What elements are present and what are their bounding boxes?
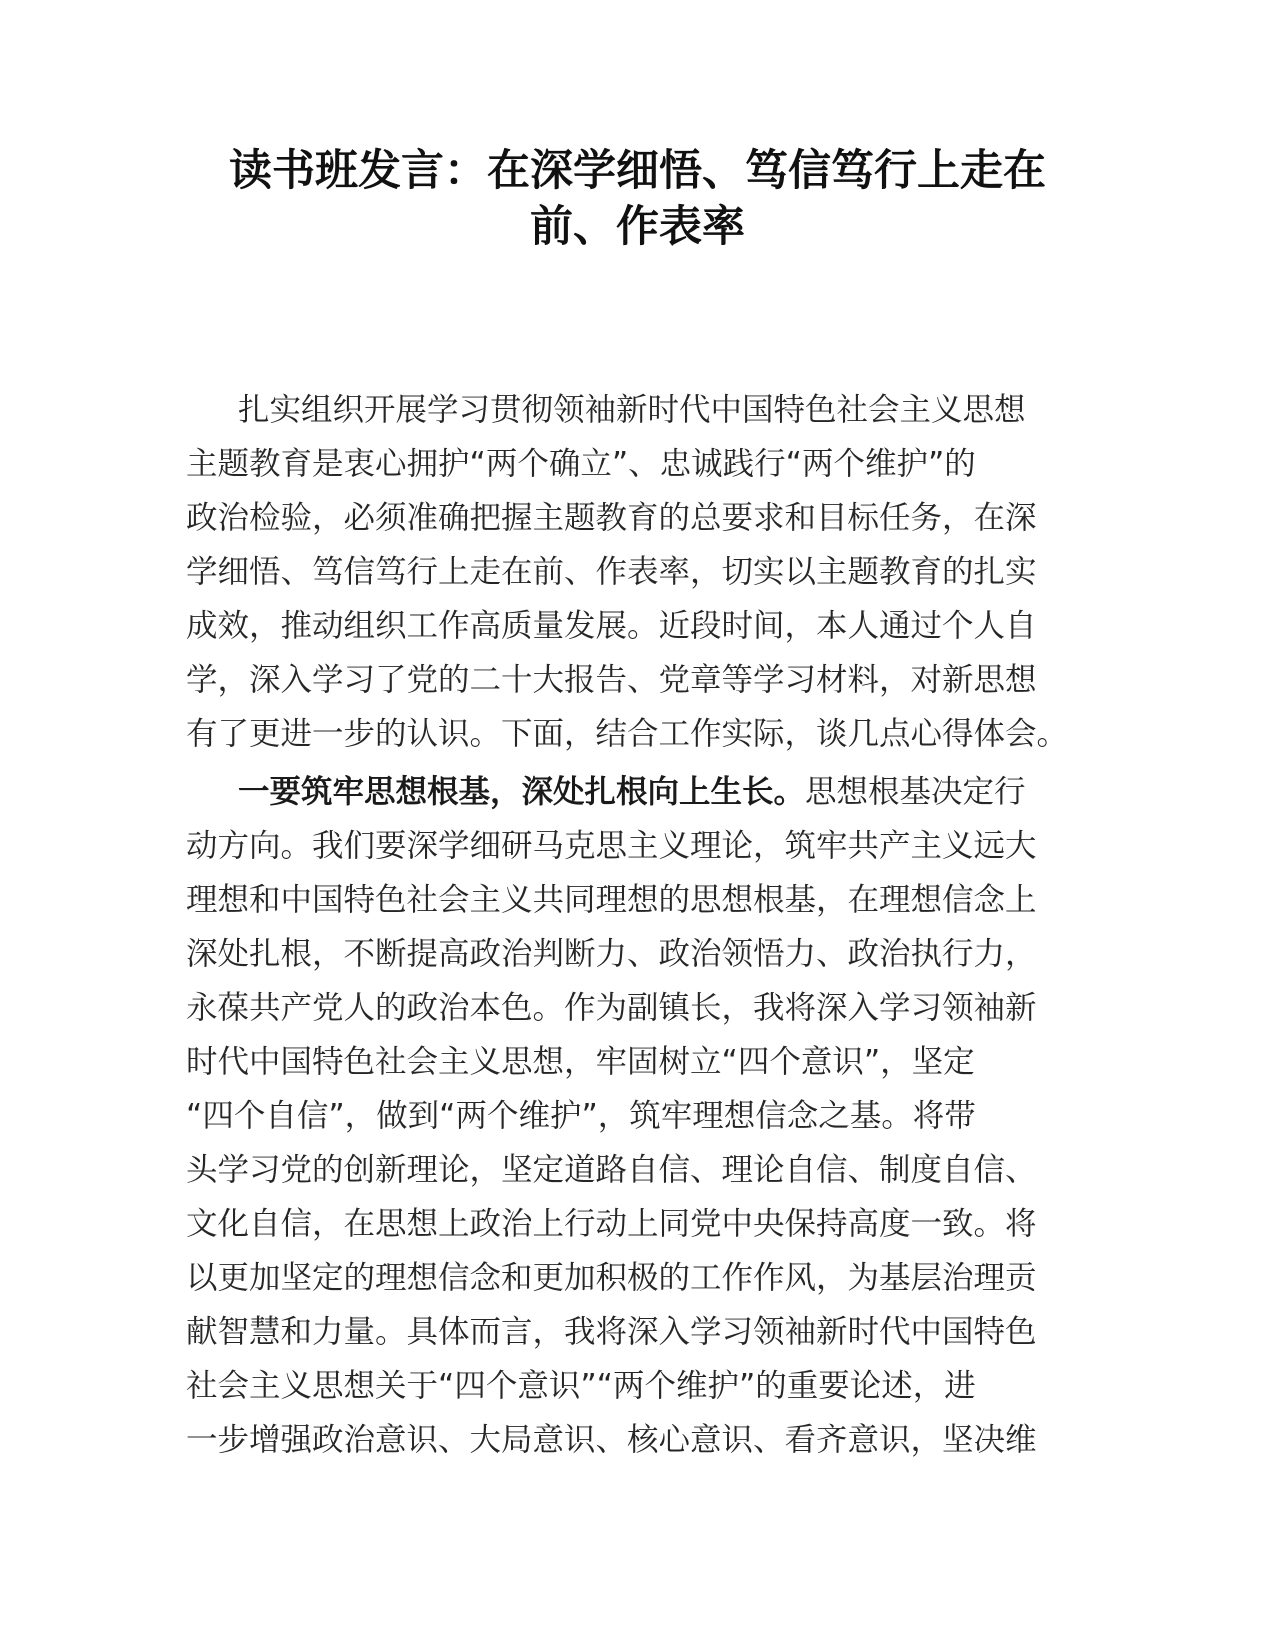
paragraph-line: 学细悟、笃信笃行上走在前、作表率，切实以主题教育的扎实: [186, 554, 1037, 590]
paragraph-point-one: [186, 765, 1086, 1467]
paragraph-line: 一步增强政治意识、大局意识、核心意识、看齐意识，坚决维: [186, 1422, 1037, 1458]
paragraph-first-line: [186, 765, 1086, 819]
paragraph-line: 学，深入学习了党的二十大报告、党章等学习材料，对新思想: [186, 662, 1037, 698]
paragraph-line: 献智慧和力量。具体而言，我将深入学习领袖新时代中国特色: [186, 1314, 1037, 1350]
heading-line-text: 思想根基决定行: [805, 774, 1026, 810]
title-line-1: 读书班发言：在深学细悟、笃信笃行上走在: [229, 146, 1046, 196]
paragraph-line: 政治检验，必须准确把握主题教育的总要求和目标任务，在深: [186, 500, 1037, 536]
paragraph-line: 以更加坚定的理想信念和更加积极的工作作风，为基层治理贡: [186, 1260, 1037, 1296]
section-heading: 一要筑牢思想根基，深处扎根向上生长。: [238, 774, 806, 810]
paragraph-intro: [186, 383, 1086, 761]
paragraph-line: 社会主义思想关于“四个意识”“两个维护”的重要论述，进: [186, 1368, 976, 1404]
paragraph-line: 头学习党的创新理论，坚定道路自信、理论自信、制度自信、: [186, 1152, 1037, 1188]
paragraph-line: 文化自信，在思想上政治上行动上同党中央保持高度一致。将: [186, 1206, 1037, 1242]
paragraph-line: 扎实组织开展学习贯彻领袖新时代中国特色社会主义思想: [238, 392, 1026, 428]
paragraph-line: 动方向。我们要深学细研马克思主义理论，筑牢共产主义远大: [186, 828, 1037, 864]
paragraph-line: 理想和中国特色社会主义共同理想的思想根基，在理想信念上: [186, 882, 1037, 918]
paragraph-line: 永葆共产党人的政治本色。作为副镇长，我将深入学习领袖新: [186, 990, 1037, 1026]
paragraph-line: 有了更进一步的认识。下面，结合工作实际，谈几点心得体会。: [186, 716, 1069, 752]
document-title: [150, 143, 1125, 255]
paragraph-line: 深处扎根，不断提高政治判断力、政治领悟力、政治执行力，: [186, 936, 1037, 972]
paragraph-line: 时代中国特色社会主义思想，牢固树立“四个意识”，坚定: [186, 1044, 975, 1080]
paragraph-line: 成效，推动组织工作高质量发展。近段时间，本人通过个人自: [186, 608, 1037, 644]
paragraph-line: 主题教育是衷心拥护“两个确立”、忠诚践行“两个维护”的: [186, 446, 976, 482]
document-body: [186, 383, 1086, 1467]
paragraph-line: “四个自信”，做到“两个维护”，筑牢理想信念之基。将带: [186, 1098, 976, 1134]
title-line-2: 前、作表率: [530, 202, 745, 252]
